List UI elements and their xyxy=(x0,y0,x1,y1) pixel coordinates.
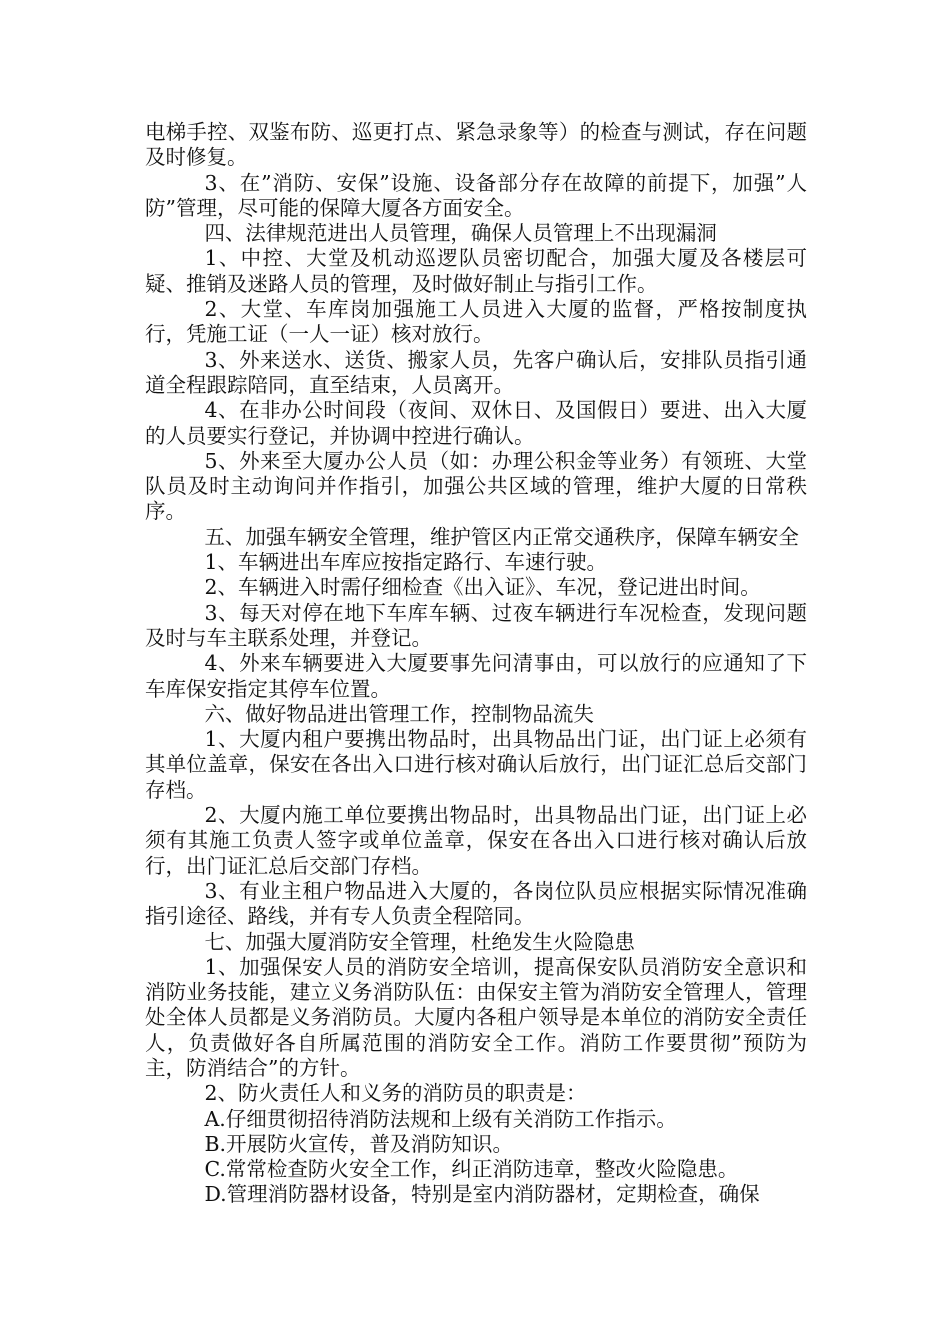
paragraph: 4、在非办公时间段（夜间、双休日、及国假日）要进、出入大厦的人员要实行登记，并协调中控进行确认。 xyxy=(145,398,807,448)
list-item: B.开展防火宣传，普及消防知识。 xyxy=(204,1131,514,1156)
paragraph: 2、防火责任人和义务的消防员的职责是： xyxy=(204,1081,587,1106)
paragraph: 2、大厦内施工单位要携出物品时，出具物品出门证，出门证上必须有其施工负责人签字或单位盖章，保安在各出入口进行核对确认后放行，出门证汇总后交部门存档。 xyxy=(145,803,807,878)
section-heading-6: 六、做好物品进出管理工作，控制物品流失 xyxy=(204,701,594,726)
paragraph: 1、加强保安人员的消防安全培训，提高保安队员消防安全意识和消防业务技能，建立义务消防队伍：由保安主管为消防安全管理人，管理处全体人员都是义务消防员。大厦内各租户领导是本单位的消防安全责任人，负责做好各自所属范围的消防安全工作。消防工作要贯彻”预防为主，防消结合”的方针。 xyxy=(145,954,807,1080)
list-item: D.管理消防器材设备，特别是室内消防器材，定期检查，确保 xyxy=(204,1182,760,1207)
list-item: A.仔细贯彻招待消防法规和上级有关消防工作指示。 xyxy=(204,1106,677,1131)
paragraph: 3、每天对停在地下车库车辆、过夜车辆进行车况检查，发现问题及时与车主联系处理，并登记。 xyxy=(145,600,807,650)
paragraph: 3、在”消防、安保”设施、设备部分存在故障的前提下，加强”人防”管理，尽可能的保障大厦各方面安全。 xyxy=(145,170,807,220)
section-heading-4: 四、法律规范进出人员管理，确保人员管理上不出现漏洞 xyxy=(204,221,717,246)
paragraph: 3、外来送水、送货、搬家人员，先客户确认后，安排队员指引通道全程跟踪陪同，直至结束，人员离开。 xyxy=(145,347,807,397)
paragraph: 2、大堂、车库岗加强施工人员进入大厦的监督，严格按制度执行，凭施工证（一人一证）核对放行。 xyxy=(145,297,807,347)
paragraph: 4、外来车辆要进入大厦要事先问清事由，可以放行的应通知了下车库保安指定其停车位置。 xyxy=(145,651,807,701)
paragraph: 1、车辆进出车库应按指定路行、车速行驶。 xyxy=(204,550,607,575)
paragraph: 2、车辆进入时需仔细检查《出入证》、车况，登记进出时间。 xyxy=(204,575,761,600)
list-item: C.常常检查防火安全工作，纠正消防违章，整改火险隐患。 xyxy=(204,1157,739,1182)
paragraph: 1、中控、大堂及机动巡逻队员密切配合，加强大厦及各楼层可疑、推销及迷路人员的管理，及时做好制止与指引工作。 xyxy=(145,246,807,296)
document-page xyxy=(145,120,807,1208)
paragraph: 5、外来至大厦办公人员（如：办理公积金等业务）有领班、大堂队员及时主动询问并作指引，加强公共区域的管理，维护大厦的日常秩序。 xyxy=(145,448,807,524)
paragraph: 3、有业主租户物品进入大厦的，各岗位队员应根据实际情况准确指引途径、路线，并有专人负责全程陪同。 xyxy=(145,878,807,929)
paragraph: 电梯手控、双鉴布防、巡更打点、紧急录象等）的检查与测试，存在问题及时修复。 xyxy=(145,120,807,170)
section-heading-5: 五、加强车辆安全管理，维护管区内正常交通秩序，保障车辆安全 xyxy=(204,524,799,549)
paragraph: 1、大厦内租户要携出物品时，出具物品出门证，出门证上必须有其单位盖章，保安在各出入口进行核对确认后放行，出门证汇总后交部门存档。 xyxy=(145,727,807,802)
section-heading-7: 七、加强大厦消防安全管理，杜绝发生火险隐患 xyxy=(204,929,635,954)
